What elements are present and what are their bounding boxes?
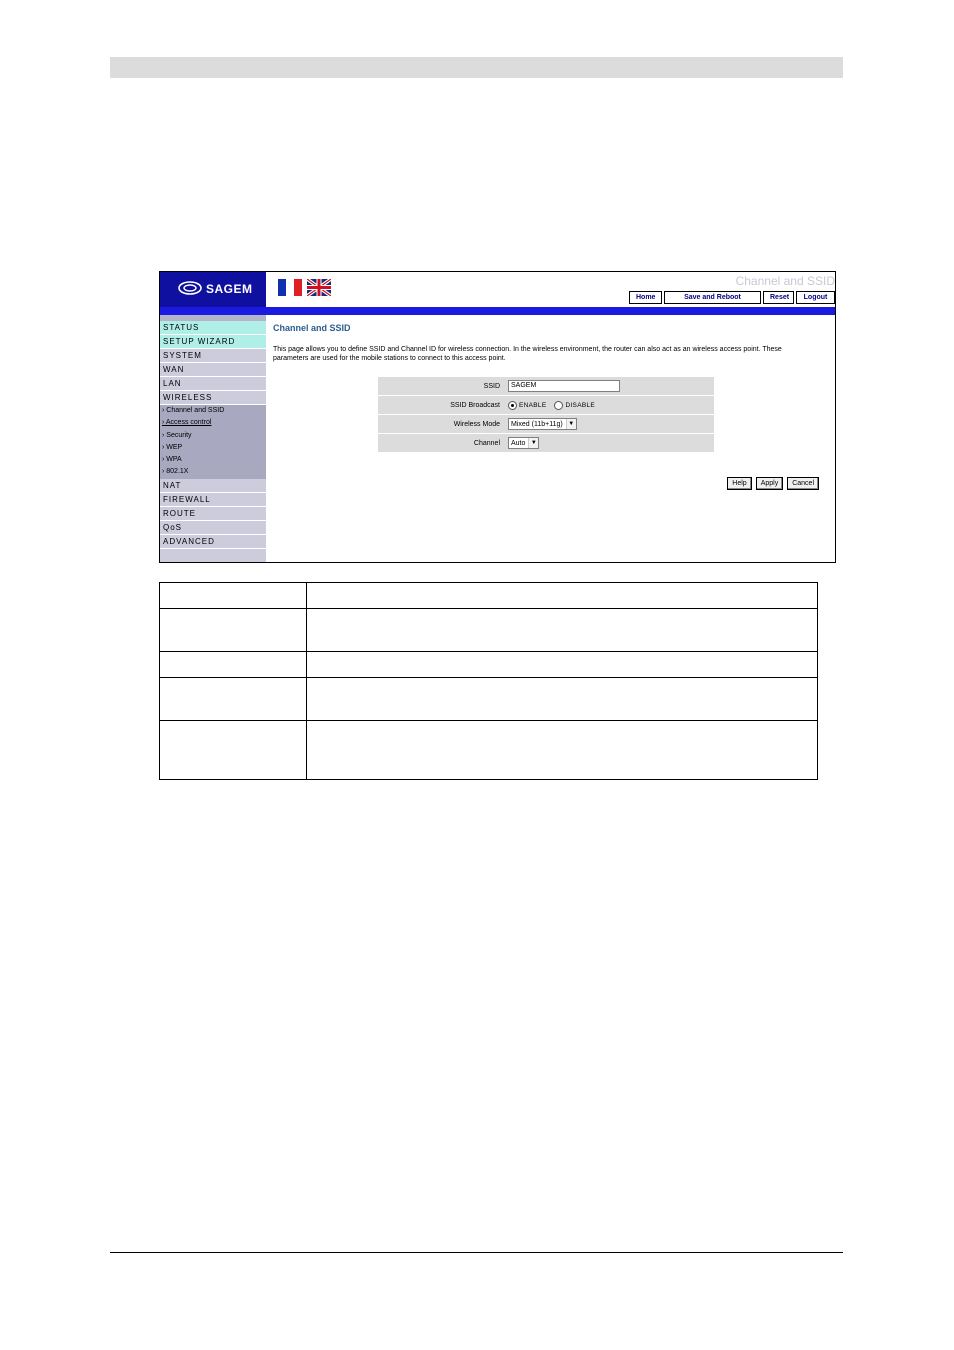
sidebar-item-advanced[interactable]: ADVANCED xyxy=(160,535,266,549)
cancel-button[interactable]: Cancel xyxy=(787,477,819,490)
sidebar-item-qos[interactable]: QoS xyxy=(160,521,266,535)
table-row xyxy=(160,583,818,609)
wireless-mode-select[interactable] xyxy=(508,418,577,430)
sidebar-sub-channel-ssid[interactable]: › Channel and SSID xyxy=(162,407,225,414)
page-heading: Channel and SSID xyxy=(735,274,835,288)
sidebar-sub-8021x[interactable]: › 802.1X xyxy=(162,468,189,476)
chevron-down-icon: ▼ xyxy=(566,419,576,429)
broadcast-disable-radio[interactable] xyxy=(554,401,563,410)
broadcast-enable-label: ENABLE xyxy=(519,401,547,409)
form-actions xyxy=(727,477,819,490)
ssid-broadcast-label: SSID Broadcast xyxy=(450,401,500,409)
table-row xyxy=(160,652,818,678)
ssid-input[interactable]: SAGEM xyxy=(508,380,620,392)
sidebar-sub-access-control[interactable]: › Access control xyxy=(162,419,212,427)
home-button[interactable]: Home xyxy=(629,291,662,304)
header-band xyxy=(110,57,843,78)
sagem-logo xyxy=(160,272,266,307)
broadcast-disable-label: DISABLE xyxy=(565,401,596,409)
save-and-reboot-button[interactable]: Save and Reboot xyxy=(664,291,761,304)
channel-ssid-form xyxy=(378,377,714,453)
sidebar-sub-wpa[interactable]: › WPA xyxy=(162,456,182,464)
sagem-eye-icon xyxy=(178,281,202,295)
content-description: This page allows you to define SSID and Channel ID for wireless connection. In the wireless environment, the router can also act as an wireless access point. These parameters are used for the mobile stations to connect to this access point. xyxy=(273,346,782,362)
table-row xyxy=(160,721,818,780)
channel-row xyxy=(378,434,714,452)
wireless-mode-value: Mixed (11b+11g) xyxy=(511,420,563,428)
sidebar-item-lan[interactable]: LAN xyxy=(160,377,266,391)
sidebar xyxy=(160,315,266,562)
wireless-submenu xyxy=(160,405,266,479)
table-row xyxy=(160,678,818,721)
ssid-label: SSID xyxy=(483,382,500,390)
sidebar-item-nat[interactable]: NAT xyxy=(160,479,266,493)
brand-name: SAGEM xyxy=(206,282,253,296)
sidebar-item-wan[interactable]: WAN xyxy=(160,363,266,377)
parameter-description-table xyxy=(159,582,818,780)
wireless-mode-row xyxy=(378,415,714,433)
sidebar-item-setup-wizard[interactable]: SETUP WIZARD xyxy=(160,335,266,349)
top-nav xyxy=(629,291,835,304)
chevron-down-icon: ▼ xyxy=(528,438,538,448)
channel-select[interactable] xyxy=(508,437,539,449)
sidebar-item-status[interactable]: STATUS xyxy=(160,321,266,335)
channel-label: Channel xyxy=(473,439,500,447)
apply-button[interactable]: Apply xyxy=(756,477,784,490)
sidebar-sub-security[interactable]: › Security xyxy=(162,431,192,439)
sidebar-sub-wep[interactable]: › WEP xyxy=(162,443,183,451)
footer-rule xyxy=(110,1252,843,1253)
header-divider xyxy=(160,307,835,315)
wireless-mode-label: Wireless Mode xyxy=(453,420,500,428)
sidebar-item-route[interactable]: ROUTE xyxy=(160,507,266,521)
sidebar-item-wireless[interactable]: WIRELESS xyxy=(160,391,266,405)
broadcast-enable-radio[interactable] xyxy=(508,401,517,410)
content-title: Channel and SSID xyxy=(273,323,351,333)
main-content xyxy=(266,315,835,562)
ssid-broadcast-row xyxy=(378,396,714,414)
table-row xyxy=(160,609,818,652)
reset-button[interactable]: Reset xyxy=(763,291,794,304)
ssid-row xyxy=(378,377,714,395)
sidebar-item-firewall[interactable]: FIREWALL xyxy=(160,493,266,507)
router-screenshot xyxy=(159,271,836,563)
channel-value: Auto xyxy=(511,439,526,447)
uk-flag-icon[interactable] xyxy=(307,279,331,296)
help-button[interactable]: Help xyxy=(727,477,751,490)
sidebar-item-system[interactable]: SYSTEM xyxy=(160,349,266,363)
fr-flag-icon[interactable] xyxy=(278,279,302,296)
logout-button[interactable]: Logout xyxy=(796,291,835,304)
